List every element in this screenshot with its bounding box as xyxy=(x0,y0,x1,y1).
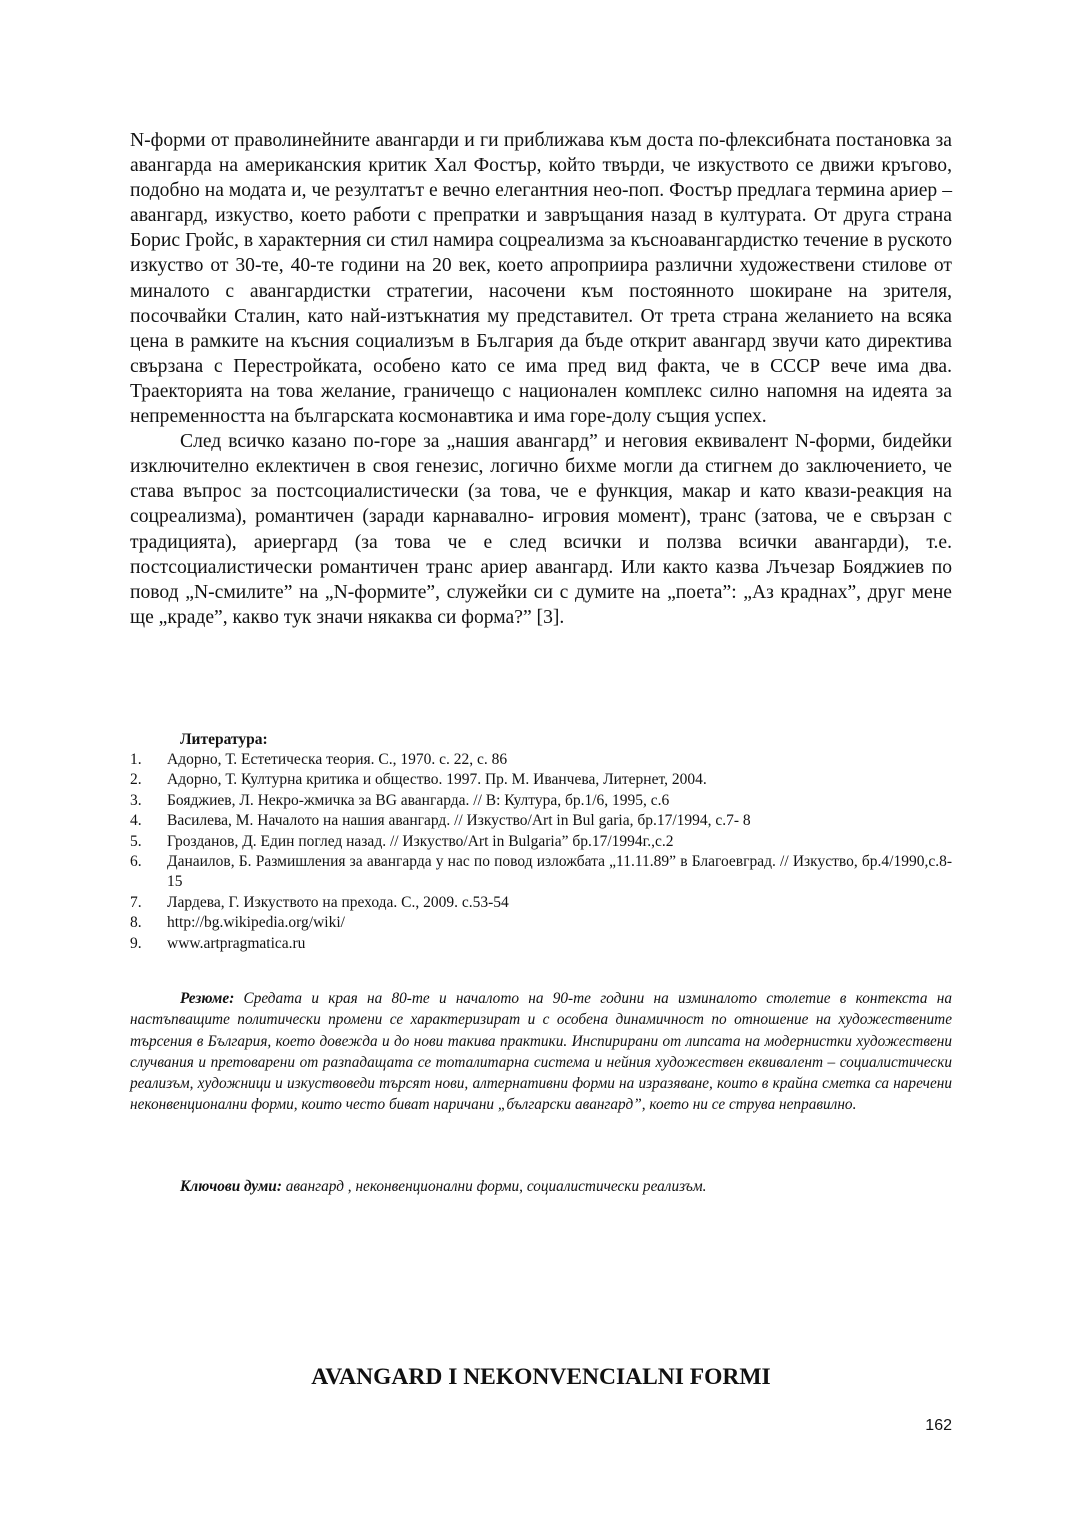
page-number: 162 xyxy=(925,1417,952,1434)
footer-title: AVANGARD I NEKONVENCIALNI FORMI xyxy=(311,1364,771,1390)
references-heading: Литература: xyxy=(180,731,268,748)
reference-text: Бояджиев, Л. Некро-жмичка за BG авангарда. // В: Култура, бр.1/6, 1995, с.6 xyxy=(167,791,670,809)
keywords-label: Ключови думи: xyxy=(180,1178,282,1195)
body-paragraph-1: N-форми от праволинейните авангарди и ги приближава към доста по-флексибната постановка за авангарда на американския критик Хал Фостър, който твърди, че изкуството се движи кръгово, подобно на модата и, че резултатът е вечно елегантния нео-поп. Фостър предлага термина ариер – авангард, изкуство, което работи с препратки и завръщания назад в културата. От друга страна Борис Гройс, в характерния си стил намира соцреализма за късноавангардистко течение в руското изкуство от 30-те, 40-те години на 20 век, което апроприира различни художествени стилове от миналото с авангардистки стратегии, насочени към постоянното шокиране на зрителя, посочвайки Сталин, като най-изтъкнатия му представител. От трета страна желанието на всяка цена в рамките на късния социализъм в България да бъде открит авангард звучи като директива свързана с Перестройката, особено като се има пред вид факта, че в СССР вече има два. Траекторията на това желание, граничещо с национален комплекс силно напомня на идеята за непременността на българската космонавтика и има горе-долу същия успех. xyxy=(130,130,952,428)
reference-item xyxy=(130,791,952,811)
reference-number: 7. xyxy=(130,893,142,911)
abstract-text: Средата и края на 80-те и началото на 90-те години на изминалото столетие в контекста на настъпващите политически промени се характеризират и с особена динамичност по отношение на художествените търсения в България, което довежда и до нови такива практики. Инспирирани от липсата на модернистки художествени случвания и претоварени от разпадащата се тоталитарна система и нейния художествен еквивалент – социалистически реализъм, художници и изкуствоведи търсят нови, алтернативни форми на изразяване, които в крайна сметка са наречени неконвенционални форми, които често биват наричани „български авангард”, което ни се струва неправилно. xyxy=(130,990,953,1114)
keywords xyxy=(180,1176,952,1197)
reference-item xyxy=(130,750,952,770)
reference-text: Данаилов, Б. Размишления за авангарда у нас по повод изложбата „11.11.89” в Благоевград. // Изкуство, бр.4/1990,с.8-15 xyxy=(167,853,952,891)
reference-text: Василева, М. Началото на нашия авангард. // Изкуство/Art in Bul garia, бр.17/1994, с.7- 8 xyxy=(167,812,751,830)
reference-item xyxy=(130,811,952,831)
reference-number: 2. xyxy=(130,771,142,789)
reference-number: 4. xyxy=(130,812,142,830)
abstract xyxy=(130,988,952,1116)
reference-link[interactable]: www.artpragmatica.ru xyxy=(167,934,306,952)
keywords-text: авангард , неконвенционални форми, социалистически реализъм. xyxy=(285,1178,707,1195)
reference-item xyxy=(130,893,952,913)
reference-item xyxy=(130,852,952,893)
abstract-label: Резюме: xyxy=(180,990,235,1007)
reference-item xyxy=(130,934,952,954)
reference-text: Лардева, Г. Изкуството на прехода. С., 2009. с.53-54 xyxy=(167,893,509,911)
reference-number: 8. xyxy=(130,914,142,932)
reference-number: 6. xyxy=(130,853,142,871)
references-list xyxy=(130,750,952,954)
reference-number: 9. xyxy=(130,934,142,952)
reference-item xyxy=(130,913,952,933)
reference-number: 3. xyxy=(130,791,142,809)
reference-text: Грозданов, Д. Един поглед назад. // Изкуство/Art in Bulgaria” бр.17/1994г.,с.2 xyxy=(167,832,674,850)
reference-text: Адорно, Т. Естетическа теория. С., 1970. с. 22, с. 86 xyxy=(167,751,508,768)
reference-item xyxy=(130,832,952,852)
body-paragraph-2: След всичко казано по-горе за „нашия авангард” и неговия еквивалент N-форми, бидейки изключително еклектичен в своя генезис, логично бихме могли да стигнем до заключението, че става въпрос за постсоциалистически (за това, че е функция, макар и като квази-реакция на соцреализма), романтичен (заради карнавално- игровия момент), транс (затова, че е свързан с традицията), ариергард (за това че е след всички и ползва всички авангарди), т.е. постсоциалистически романтичен транс ариер авангард. Или както казва Лъчезар Бояджиев по повод „N-смилите” на „N-формите”, служейки си с думите на „поета”: „Аз краднах”, друг мене ще „краде”, какво тук значи някаква си форма?” [3]. xyxy=(130,431,952,628)
reference-item xyxy=(130,770,952,790)
body-text xyxy=(130,128,952,630)
reference-number: 5. xyxy=(130,832,142,850)
reference-text: Адорно, Т. Културна критика и общество. 1997. Пр. М. Иванчева, Литернет, 2004. xyxy=(167,771,707,789)
reference-link[interactable]: http://bg.wikipedia.org/wiki/ xyxy=(167,914,345,932)
reference-number: 1. xyxy=(130,751,142,768)
